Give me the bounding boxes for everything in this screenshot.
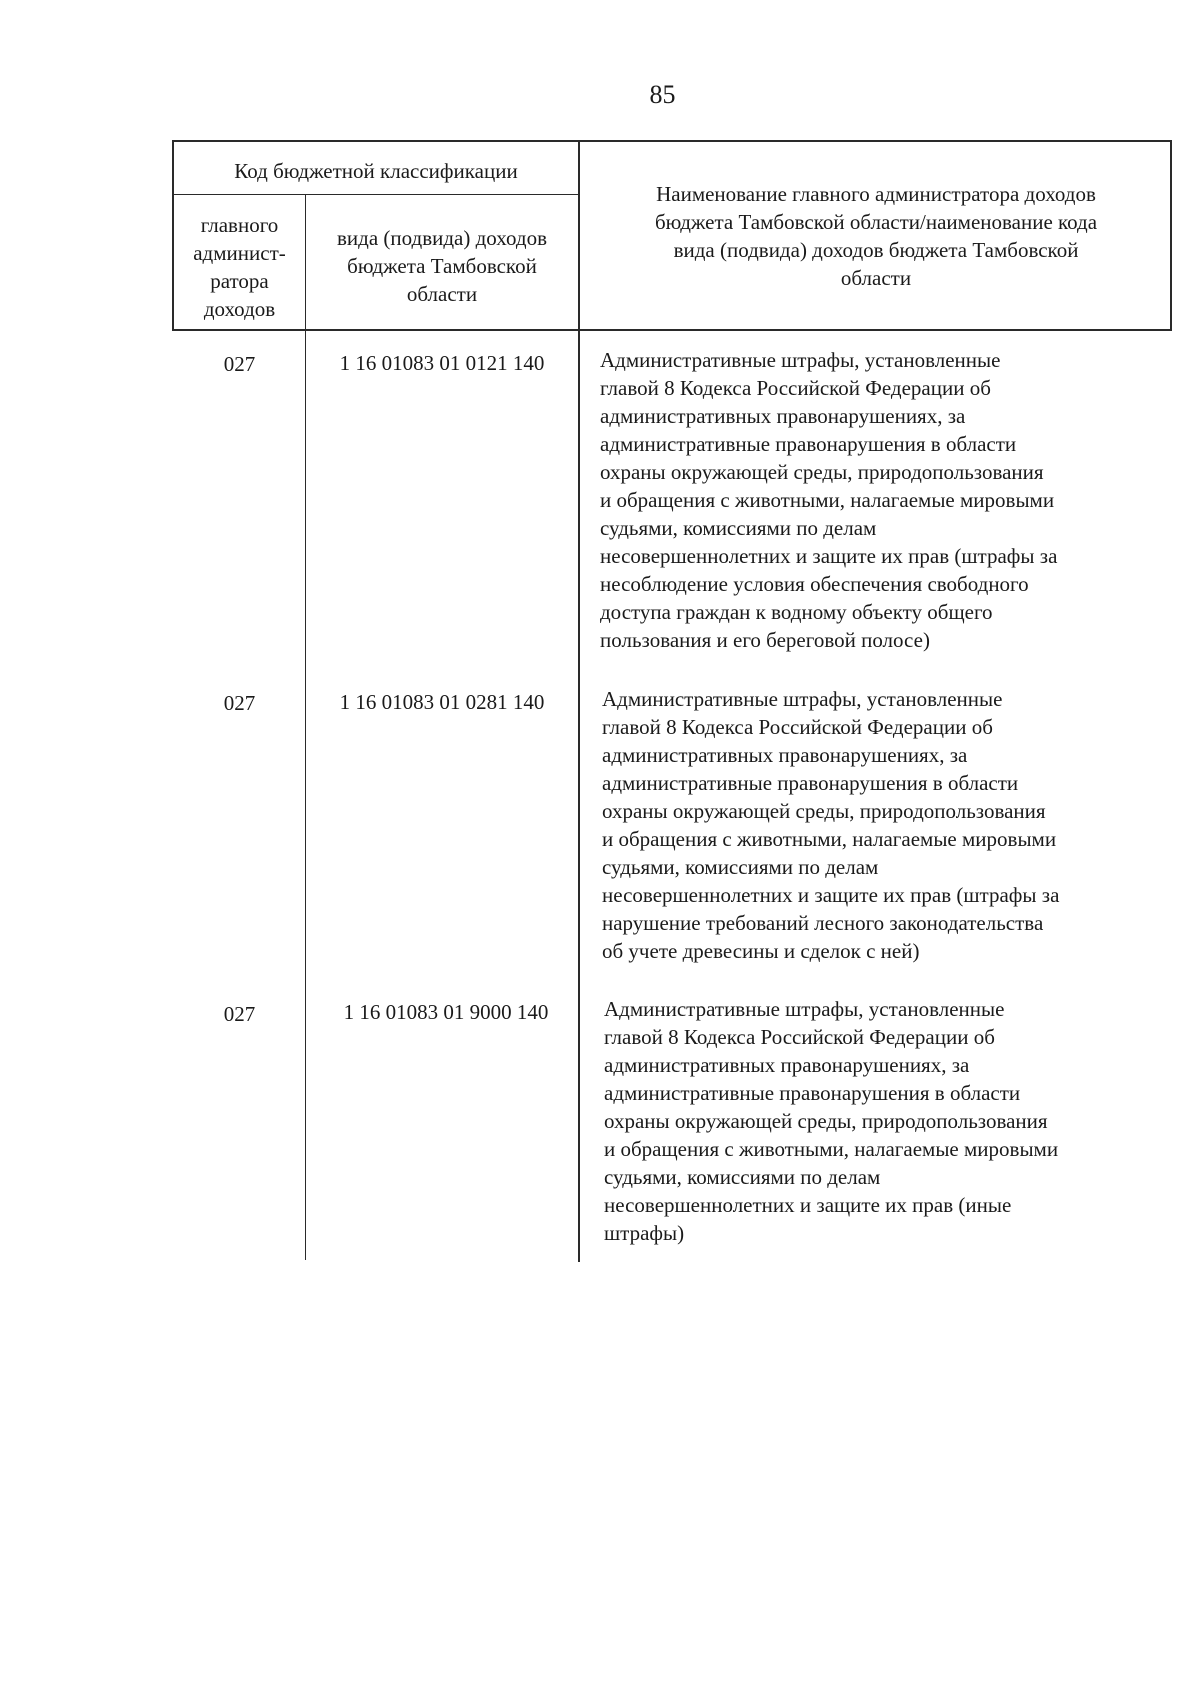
column-divider-2 xyxy=(578,140,580,1262)
header-col-admin: главного админист- ратора доходов xyxy=(193,213,286,321)
group-label-underline xyxy=(172,194,578,195)
admin-code: 027 xyxy=(223,352,256,376)
income-description: Административные штрафы, установленные главой 8 Кодекса Российской Федерации об административных правонарушениях, за административные правонарушения в области охраны окружающей среды, природопользования и обращения с животными, налагаемые мировыми судьями, комиссиями по делам несовершеннолетних и защите их прав (иные штрафы) xyxy=(604,997,1059,1245)
admin-code: 027 xyxy=(223,691,256,715)
header-right-border xyxy=(1170,140,1172,330)
income-description: Административные штрафы, установленные главой 8 Кодекса Российской Федерации об административных правонарушениях, за административные правонарушения в области охраны окружающей среды, природопользования и обращения с животными, налагаемые мировыми судьями, комиссиями по делам несовершеннолетних и защите их прав (штрафы за нарушение требований лесного законодательства об учете древесины и сделок с ней) xyxy=(602,687,1060,963)
income-description: Административные штрафы, установленные главой 8 Кодекса Российской Федерации об административных правонарушениях, за административные правонарушения в области охраны окружающей среды, природопользования и обращения с животными, налагаемые мировыми судьями, комиссиями по делам несовершеннолетних и защите их прав (штрафы за несоблюдение условия обеспечения свободного доступа граждан к водному объекту общего пользования и его береговой полосе) xyxy=(600,348,1058,652)
header-group-label: Код бюджетной классификации xyxy=(234,159,518,183)
header-top-border xyxy=(172,140,1172,142)
admin-code: 027 xyxy=(223,1002,256,1026)
header-col-type: вида (подвида) доходов бюджета Тамбовской области xyxy=(337,226,547,306)
header-bottom-border xyxy=(172,329,1172,331)
page-number: 85 xyxy=(649,80,676,109)
header-col-name: Наименование главного администратора доходов бюджета Тамбовской области/наименование кода вида (подвида) доходов бюджета Тамбовской области xyxy=(654,182,1098,290)
type-code: 1 16 01083 01 9000 140 xyxy=(343,1000,549,1024)
type-code: 1 16 01083 01 0281 140 xyxy=(339,690,545,714)
type-code: 1 16 01083 01 0121 140 xyxy=(339,351,545,375)
